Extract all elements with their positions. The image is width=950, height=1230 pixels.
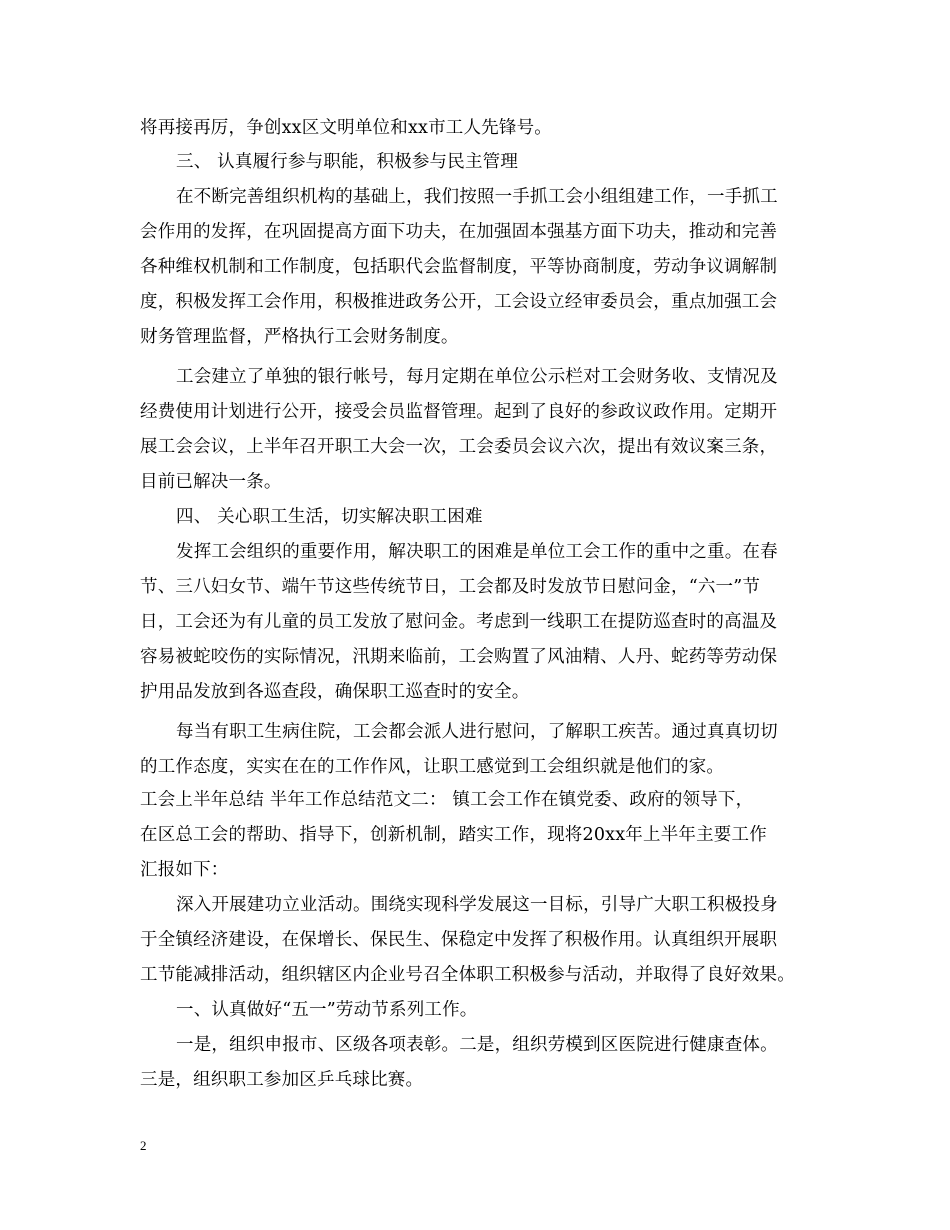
- text-line: 展工会会议，上半年召开职工大会一次，工会委员会议六次，提出有效议案三条，: [140, 437, 778, 457]
- text-line: 工节能减排活动，组织辖区内企业号召全体职工积极参与活动，并取得了良好效果。: [140, 965, 795, 985]
- text-line: 汇报如下：: [140, 860, 229, 880]
- text-line: 容易被蛇咬伤的实际情况，汛期来临前，工会购置了风油精、人丹、蛇药等劳动保: [140, 647, 778, 667]
- section-heading: 一、认真做好“五一”劳动节系列工作。: [176, 1000, 478, 1020]
- text-line: 三是，组织职工参加区乒乓球比赛。: [140, 1070, 424, 1090]
- text-line: 工会建立了单独的银行帐号，每月定期在单位公示栏对工会财务收、支情况及: [176, 367, 778, 387]
- text-line: 的工作态度，实实在在的工作作风，让职工感觉到工会组织就是他们的家。: [140, 757, 725, 777]
- text-line: 目前已解决一条。: [140, 472, 282, 492]
- text-line: 将再接再厉，争创xx区文明单位和xx市工人先锋号。: [140, 118, 552, 138]
- text-line: 在不断完善组织机构的基础上，我们按照一手抓工会小组组建工作，一手抓工: [176, 187, 778, 207]
- text-line: 经费使用计划进行公开，接受会员监督管理。起到了良好的参政议政作用。定期开: [140, 402, 778, 422]
- text-line: 护用品发放到各巡查段，确保职工巡查时的安全。: [140, 682, 530, 702]
- text-line: 节、三八妇女节、端午节这些传统节日，工会都及时发放节日慰问金，“六一”节: [140, 577, 761, 597]
- text-line: 于全镇经济建设，在保增长、保民生、保稳定中发挥了积极作用。认真组织开展职: [140, 930, 778, 950]
- section-heading: 三、 认真履行参与职能，积极参与民主管理: [176, 152, 519, 172]
- text-line: 各种维权机制和工作制度，包括职代会监督制度，平等协商制度，劳动争议调解制: [140, 257, 778, 277]
- text-line: 财务管理监督，严格执行工会财务制度。: [140, 327, 459, 347]
- text-line: 发挥工会组织的重要作用，解决职工的困难是单位工会工作的重中之重。在春: [176, 542, 778, 562]
- section-heading: 四、 关心职工生活，切实解决职工困难: [176, 507, 483, 527]
- text-line: 每当有职工生病住院，工会都会派人进行慰问，了解职工疾苦。通过真真切切: [176, 722, 778, 742]
- text-line: 工会上半年总结 半年工作总结范文二： 镇工会工作在镇党委、政府的领导下，: [140, 790, 754, 810]
- text-line: 会作用的发挥，在巩固提高方面下功夫，在加强固本强基方面下功夫，推动和完善: [140, 222, 778, 242]
- text-line: 深入开展建功立业活动。围绕实现科学发展这一目标，引导广大职工积极投身: [176, 895, 778, 915]
- page-number: 2: [140, 1138, 147, 1153]
- text-line: 一是，组织申报市、区级各项表彰。二是，组织劳模到区医院进行健康查体。: [176, 1035, 778, 1055]
- text-line: 日，工会还为有儿童的员工发放了慰问金。考虑到一线职工在提防巡查时的高温及: [140, 612, 778, 632]
- text-line: 度，积极发挥工会作用，积极推进政务公开，工会设立经审委员会，重点加强工会: [140, 292, 778, 312]
- text-line: 在区总工会的帮助、指导下，创新机制，踏实工作，现将20xx年上半年主要工作: [140, 825, 767, 845]
